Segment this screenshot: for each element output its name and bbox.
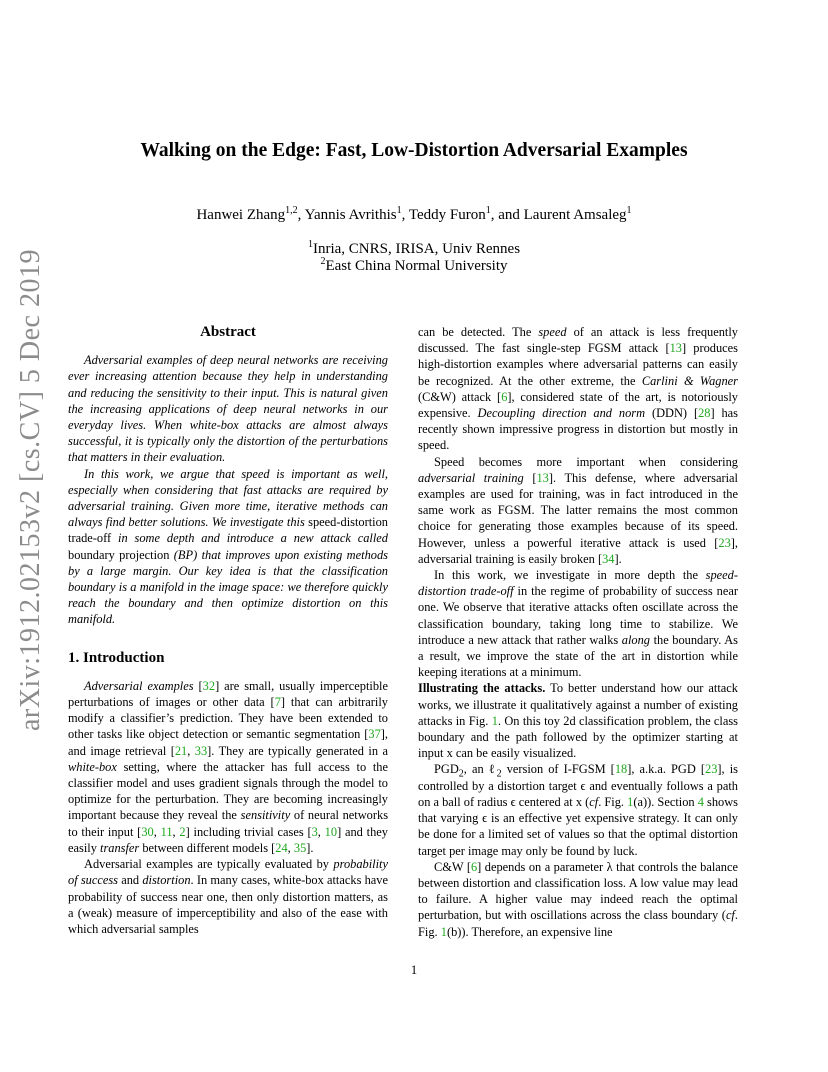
- text-run: ] has recently shown impressive progress in distortion but mostly in speed.: [418, 406, 739, 453]
- text-run: ,: [172, 824, 180, 839]
- citation-link[interactable]: 6: [470, 859, 478, 874]
- citation-link[interactable]: 1: [627, 794, 634, 809]
- abstract-paragraph: [68, 352, 388, 465]
- citation-link[interactable]: 1: [491, 713, 498, 728]
- text-run: speed: [538, 325, 567, 339]
- text-run: (DDN) [: [645, 406, 699, 421]
- text-run: ]. This defense, where adversarial examples are used for training, was in fact introduced in the same work as FGSM. The latter remains the most common choice for generating those examples because of its speed. However, unless a powerful iterative attack is used [: [418, 470, 738, 550]
- text-run: of an attack is less frequently discussed. The fast single-step FGSM attack [: [418, 325, 738, 356]
- citation-link[interactable]: 13: [669, 341, 682, 356]
- text-run: . In many cases, white-box attacks have probability of success near one, then only distortion matters, as a (weak) measure of imperceptibility and also of the ease with which adversarial samples: [68, 873, 388, 936]
- citation-link[interactable]: 23: [718, 535, 731, 550]
- text-run: [: [523, 470, 537, 485]
- body-paragraph: [418, 859, 738, 940]
- text-run: between different models [: [139, 840, 276, 855]
- citation-link[interactable]: 11: [160, 824, 173, 839]
- page-number: 1: [410, 963, 418, 977]
- text-run: ,: [287, 840, 294, 855]
- citation-link[interactable]: 1: [440, 924, 447, 939]
- paragraph-heading: Illustrating the attacks.: [418, 681, 546, 696]
- text-run: setting, where the attacker has full access to the classifier model and uses gradient signals through the model to optimize for the perturbation. They are becoming increasingly important because they reveal the: [68, 759, 388, 823]
- citation-link[interactable]: 35: [293, 840, 307, 855]
- body-paragraph: [418, 761, 738, 858]
- text-run: PGD: [434, 762, 459, 777]
- text-run: 2: [496, 768, 502, 780]
- citation-link[interactable]: 18: [614, 762, 628, 777]
- citation-link[interactable]: 4: [697, 794, 704, 809]
- text-run: ,: [153, 824, 161, 839]
- author-affil-mark: 1: [485, 205, 491, 216]
- text-run: ,: [187, 743, 195, 758]
- affiliation-line: $^2$East China Normal University: [320, 256, 508, 274]
- author-name: Yannis Avrithis: [304, 207, 397, 223]
- text-run: [: [193, 678, 203, 693]
- citation-link[interactable]: 28: [698, 406, 711, 421]
- text-run: ] that can arbitrarily modify a classifier’s prediction. They have been extended to other tasks like object detection or semantic segmentation [: [68, 695, 388, 742]
- right-column: [418, 324, 738, 940]
- text-run: . On this toy 2d classification problem, the class boundary and the path followed by the optimizer starting at input x can be easily visualized.: [418, 713, 738, 761]
- affiliation-line: $^1$Inria, CNRS, IRISA, Univ Rennes: [307, 239, 521, 257]
- text-run: (BP) that improves upon existing methods by a large margin. Our key idea is that the classification boundary is a manifold in the image space: we therefore quickly reach the boundary and then optimize distortion on this manifold.: [68, 547, 388, 627]
- paper-title: Walking on the Edge: Fast, Low-Distortion Adversarial Examples: [140, 140, 688, 161]
- text-run: . Fig.: [598, 794, 628, 809]
- text-run: in the regime of probability of success near one. We observe that iterative attacks often oscillate across the classification boundary, taking long time to stabilize. We introduce a new attack that rather walks: [418, 584, 738, 647]
- abstract-body: [68, 352, 388, 627]
- text-run: ], is controlled by a distortion target ϵ and eventually follows a path on a ball of radius ϵ centered at x (: [418, 762, 738, 809]
- text-run: ] depends on a parameter λ that controls the balance between distortion and classification loss. A low value may lead to failure. A higher value may indeed reach the optimal perturbation, but with oscillations across the class boundary (: [418, 859, 738, 923]
- text-run: ] and they easily: [68, 824, 388, 855]
- section-heading-introduction: 1. Introduction: [68, 649, 165, 666]
- text-run: ,: [317, 824, 325, 839]
- text-run: ] are small, usually imperceptible perturbations of images or other data [: [68, 678, 388, 710]
- text-run: (b)). Therefore, an expensive line: [446, 924, 613, 939]
- author-name: Teddy Furon: [408, 207, 486, 223]
- text-run: ] produces high-distortion examples where adversarial patterns can easily be recognized. At the other extreme, the: [418, 341, 738, 388]
- text-run: speed-distortion trade-off: [418, 568, 738, 599]
- abstract-paragraph: [68, 466, 388, 628]
- text-run: Carlini & Wagner: [641, 373, 739, 388]
- citation-link[interactable]: 30: [141, 824, 154, 839]
- body-paragraph: [418, 324, 738, 454]
- text-run: Decoupling direction and norm: [477, 406, 646, 421]
- citation-link[interactable]: 23: [705, 762, 718, 777]
- text-run: ], a.k.a. PGD [: [627, 762, 706, 777]
- text-run: white-box: [68, 759, 117, 774]
- author-list: Hanwei Zhang$^{1,2}$, Yannis Avrithis$^1$, Teddy Furon$^1$, and Laurent Amsaleg$^1$: [196, 205, 632, 223]
- text-run: Speed becomes more important when considering: [434, 454, 738, 469]
- author-name: Hanwei Zhang: [196, 207, 286, 223]
- text-run: in some depth and introduce a new attack called: [111, 531, 388, 546]
- body-paragraph: [68, 856, 388, 937]
- text-run: To better understand how our attack works, we illustrate it qualitatively against a number of existing attacks in Fig.: [418, 681, 738, 728]
- body-paragraph: [418, 567, 738, 680]
- text-run: ].: [614, 551, 622, 566]
- citation-link[interactable]: 2: [179, 824, 186, 839]
- text-run: can be detected. The: [418, 325, 539, 339]
- upright-term: speed-distortion trade-off: [68, 515, 388, 546]
- upright-term: boundary projection: [68, 547, 170, 562]
- affiliations: [60, 241, 768, 275]
- author-affil-mark: 1,2: [285, 205, 298, 216]
- arxiv-sidebar-stamp: [2, 249, 60, 731]
- citation-link[interactable]: 3: [311, 824, 318, 839]
- abstract-heading: Abstract: [200, 324, 256, 340]
- text-run: (C&W) attack [: [418, 389, 502, 404]
- text-run: In this work, we investigate in more depth the: [434, 568, 706, 583]
- author-name: Laurent Amsaleg: [523, 207, 627, 223]
- text-run: In this work, we argue that speed is important as well, especially when considering that fast attacks are required by adversarial training. Given more time, iterative methods can always find better solutions. We investigate this: [68, 466, 388, 530]
- text-run: and: [118, 873, 143, 888]
- text-run: C&W [: [434, 859, 471, 874]
- text-run: of neural networks to their input [: [68, 808, 389, 839]
- text-run: transfer: [100, 840, 140, 855]
- text-run: , an ℓ: [463, 762, 497, 777]
- text-run: version of I-FGSM [: [501, 762, 615, 777]
- text-run: Adversarial examples: [84, 678, 194, 693]
- text-run: (a)). Section: [633, 794, 698, 809]
- text-run: cf: [589, 794, 599, 809]
- citation-link[interactable]: 34: [602, 551, 615, 566]
- text-run: Adversarial examples of deep neural networks are receiving ever increasing attention because they help in understanding and reducing the sensitivity to their input. This is natural given the increasing applications of deep neural networks in our everyday lives. When white-box attacks are almost always successful, it is typically only the distortion of the perturbations that matters in their evaluation.: [68, 353, 388, 465]
- citation-link[interactable]: 21: [174, 743, 188, 758]
- citation-link[interactable]: 13: [536, 470, 549, 485]
- text-run: adversarial training: [418, 470, 524, 485]
- left-column: [68, 324, 388, 937]
- text-run: Adversarial examples are typically evaluated by: [84, 857, 334, 872]
- text-run: ], and image retrieval [: [68, 727, 388, 758]
- text-run: ]. They are typically generated in a: [207, 743, 388, 758]
- text-run: shows that varying ϵ is an effective yet expensive strategy. It can only be done for a limited set of values so that the optimal distortion target per image may only be found by luck.: [418, 794, 738, 858]
- text-run: distortion: [142, 873, 191, 888]
- text-run: sensitivity: [240, 808, 291, 823]
- text-run: cf: [725, 908, 735, 923]
- text-run: . Fig.: [418, 908, 738, 939]
- text-run: ] including trivial cases [: [185, 824, 312, 839]
- text-run: ].: [306, 840, 314, 855]
- text-run: the boundary. As a result, we improve the state of the art in distortion while keeping iterations at a minimum.: [418, 632, 738, 680]
- arxiv-identifier: arXiv:1912.02153v2 [cs.CV] 5 Dec 2019: [15, 249, 47, 731]
- citation-link[interactable]: 24: [275, 840, 288, 855]
- citation-link[interactable]: 10: [324, 824, 338, 839]
- text-run: ], adversarial training is easily broken [: [418, 535, 738, 566]
- text-run: probability of success: [68, 857, 388, 888]
- body-paragraph: [68, 678, 388, 856]
- citation-link[interactable]: 6: [501, 389, 508, 404]
- text-run: ], considered state of the art, is notoriously expensive.: [418, 389, 738, 421]
- citation-link[interactable]: 7: [274, 695, 281, 710]
- body-paragraph: [418, 680, 738, 761]
- body-paragraph: [418, 454, 738, 567]
- citation-link[interactable]: 32: [202, 678, 216, 693]
- citation-link[interactable]: 37: [368, 727, 381, 742]
- text-run: 2: [458, 768, 464, 780]
- text-run: along: [621, 632, 651, 647]
- citation-link[interactable]: 33: [194, 743, 208, 758]
- author-affil-mark: 1: [626, 205, 632, 216]
- author-affil-mark: 1: [396, 205, 402, 216]
